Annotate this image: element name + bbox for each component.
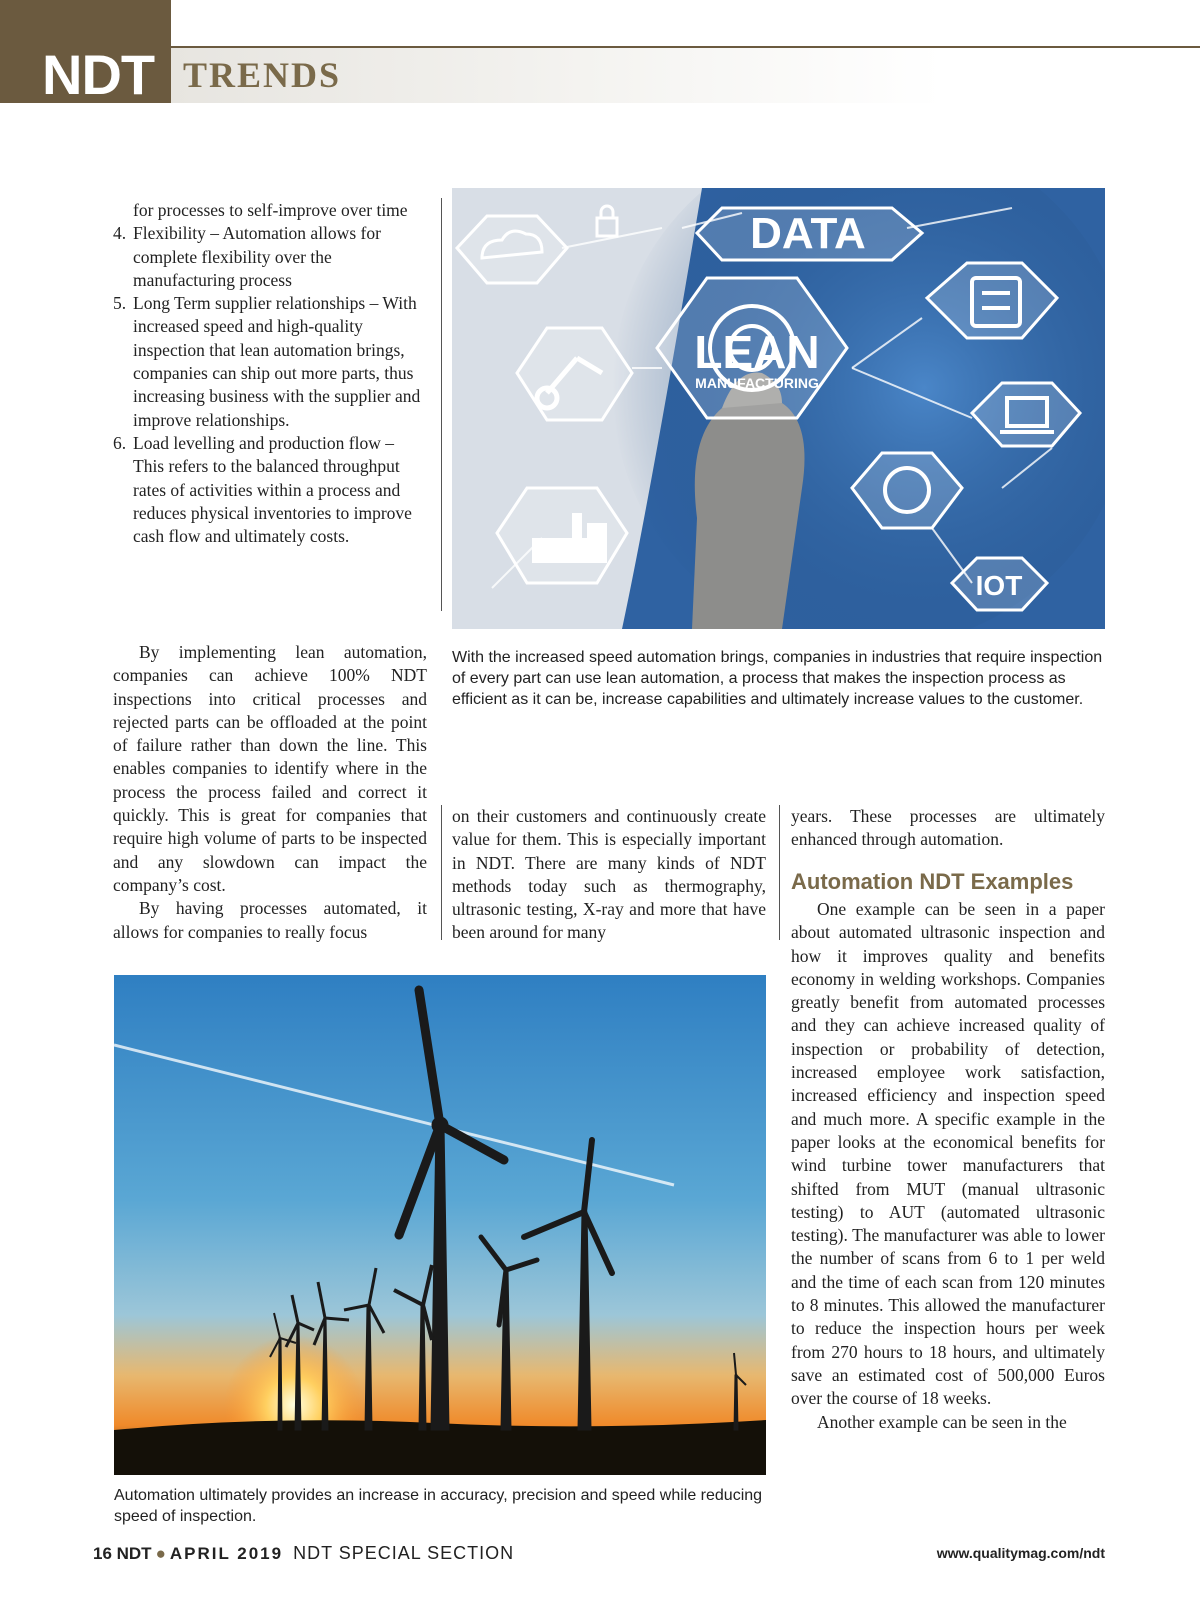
body-column-2 (452, 805, 766, 945)
body-paragraph: years. These processes are ultimately enhanced through automation. (791, 806, 1105, 850)
numbered-list (113, 199, 425, 548)
list-item-number: 5. (113, 293, 127, 314)
list-item (113, 222, 425, 292)
footer-issue-date: APRIL 2019 (169, 1544, 284, 1563)
figure-caption: Automation ultimately provides an increase in accuracy, precision and speed while reducing speed of inspection. (114, 1487, 763, 1525)
list-item-text: Long Term supplier relationships – With increased speed and high-quality inspection that lean automation brings, companies can ship out more parts, thus increasing business with the supplier and improve relationships. (133, 293, 421, 430)
column-rule (441, 805, 442, 940)
footer-page-number: 16 NDT (93, 1544, 152, 1563)
header-section-title: TRENDS (183, 55, 342, 95)
body-paragraph: By implementing lean automation, companies can achieve 100% NDT inspections into critical processes and rejected parts can be offloaded at the point of failure rather than down the line. This enables companies to identify where in the process the process failed and correct it quickly. This is great for companies that require high volume of parts to be inspected and any slowdown can impact the company’s cost. (113, 642, 427, 895)
page-footer (93, 1543, 514, 1564)
lean-manufacturing-image (452, 188, 1105, 629)
body-column-3-top (791, 805, 1105, 852)
hex-label-data: DATA (750, 209, 866, 258)
footer-url-link[interactable]: www.qualitymag.com/ndt (936, 1545, 1105, 1561)
hex-label-lean: LEAN (694, 326, 820, 378)
footer-bullet-icon: ● (155, 1544, 166, 1563)
column-rule (779, 805, 780, 940)
footer-section-name: NDT SPECIAL SECTION (293, 1543, 515, 1563)
wind-turbine-image (114, 975, 766, 1475)
hex-label-iot: IOT (975, 570, 1023, 601)
list-item (113, 432, 425, 548)
list-lead-in: for processes to self-improve over time (133, 200, 408, 220)
wind-turbine-illustration (114, 975, 766, 1475)
body-paragraph: Another example can be seen in the (817, 1411, 1067, 1432)
list-item-text: Flexibility – Automation allows for complete flexibility over the manufacturing process (133, 223, 381, 290)
list-item (113, 292, 425, 432)
list-item-number: 4. (113, 223, 127, 244)
body-column-1 (113, 641, 427, 944)
list-item-number: 6. (113, 432, 127, 453)
column-rule (441, 198, 442, 611)
body-paragraph: By having processes automated, it allows for companies to really focus (113, 898, 427, 942)
figure-caption: With the increased speed automation brings, companies in industries that require inspection of every part can use lean automation, a process that makes the inspection process as efficient as it can be, increase capabilities and ultimately increase values to the customer. (452, 649, 1103, 708)
section-subheading: Automation NDT Examples (791, 869, 1074, 894)
body-paragraph: on their customers and continuously create value for them. This is especially important in NDT. There are many kinds of NDT methods today such as thermography, ultrasonic testing, X-ray and more that have been around for many (452, 806, 766, 943)
body-column-3 (791, 898, 1105, 1434)
list-item-text: Load levelling and production flow – This refers to the balanced throughput rates of activities within a process and reduces physical inventories to improve cash flow and ultimately costs. (133, 432, 412, 547)
header-logo: NDT (42, 43, 155, 106)
body-paragraph: One example can be seen in a paper about automated ultrasonic inspection and how it improves quality and benefits economy in welding workshops. Companies greatly benefit from automated processes and they can achieve increased quality of inspection or probability of detection, increased employee work satisfaction, increased efficiency and inspection speed and much more. A specific example in the paper looks at the economical benefits for wind turbine tower manufacturers that shifted from MUT (manual ultrasonic testing) to AUT (automated ultrasonic testing). The manufacturer was able to lower the number of scans from 6 to 1 per weld and the time of each scan from 120 minutes to 8 minutes. This allowed the manufacturer to reduce the inspection hours per week from 270 hours to 18 hours, and ultimately save an estimated cost of 500,000 Euros over the course of 18 weeks. (791, 899, 1105, 1409)
lean-illustration (452, 188, 1105, 629)
hex-label-manufacturing: MANUFACTURING (695, 375, 819, 391)
